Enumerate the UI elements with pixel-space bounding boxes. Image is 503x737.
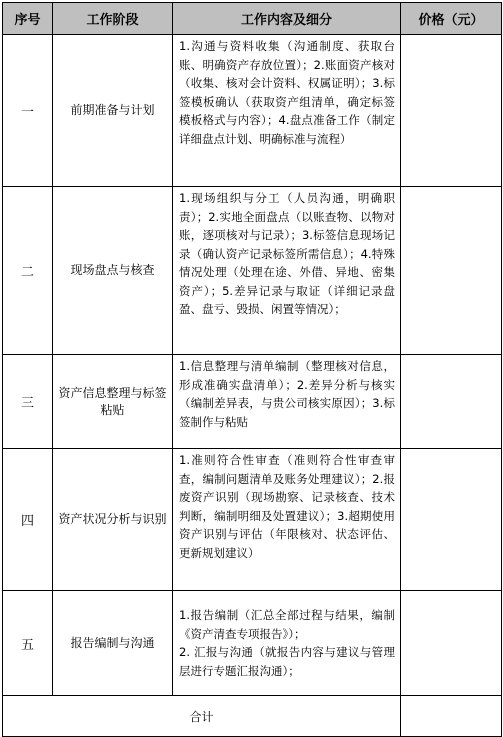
row-stage: 资产状况分析与识别: [53, 449, 173, 591]
row-number: 二: [3, 187, 53, 355]
row-price[interactable]: [401, 35, 502, 187]
row-number: 四: [3, 449, 53, 591]
row-stage: 前期准备与计划: [53, 35, 173, 187]
row-content: 1.信息整理与清单编制（整理核对信息，形成准确实盘清单）；2.差异分析与核实（编制差异表，与贵公司核实原因）；3.标签制作与粘贴: [173, 355, 401, 449]
row-price[interactable]: [401, 591, 502, 696]
row-price[interactable]: [401, 355, 502, 449]
row-number: 五: [3, 591, 53, 696]
table-row: [3, 187, 502, 355]
row-content: 1.报告编制（汇总全部过程与结果，编制《资产清查专项报告》）； 2. 汇报与沟通（就报告内容与建议与管理层进行专题汇报沟通）；: [173, 591, 401, 696]
table-row: [3, 355, 502, 449]
table-row: [3, 449, 502, 591]
header-stage: 工作阶段: [53, 3, 173, 35]
row-content: 1.现场组织与分工（人员沟通，明确职责）；2.实地全面盘点（以账查物、以物对账，逐项核对与记录）；3.标签信息现场记录（确认资产记录标签所需信息）；4.特殊情况处理（处理在途、外借、异地、密集资产）；5.差异记录与取证（详细记录盘盈、盘亏、毁损、闲置等情况）；: [173, 187, 401, 355]
row-number: 一: [3, 35, 53, 187]
row-number: 三: [3, 355, 53, 449]
row-content: 1.沟通与资料收集（沟通制度、获取台账、明确资产存放位置）；2.账面资产核对（收集、核对会计资料、权属证明）；3.标签模板确认（获取资产组清单，确定标签模板格式与内容）；4.盘点准备工作（制定详细盘点计划、明确标准与流程）: [173, 35, 401, 187]
header-price: 价格（元）: [401, 3, 502, 35]
row-stage: 资产信息整理与标签粘贴: [53, 355, 173, 449]
row-stage: 报告编制与沟通: [53, 591, 173, 696]
row-content: 1.准则符合性审查（准则符合性审查审查，编制问题清单及账务处理建议）；2.报废资产识别（现场勘察、记录核查、技术判断，编制明细及处置建议）；3.超期使用资产识别与评估（年限核对、状态评估、更新规划建议）: [173, 449, 401, 591]
asset-inventory-pricing-table: [2, 2, 502, 737]
total-price[interactable]: [401, 696, 502, 737]
row-price[interactable]: [401, 187, 502, 355]
table-header-row: [3, 3, 502, 35]
table-row: [3, 591, 502, 696]
total-label: 合计: [3, 696, 401, 737]
row-price[interactable]: [401, 449, 502, 591]
table-row: [3, 35, 502, 187]
row-stage: 现场盘点与核查: [53, 187, 173, 355]
total-row: [3, 696, 502, 737]
header-no: 序号: [3, 3, 53, 35]
header-content: 工作内容及细分: [173, 3, 401, 35]
